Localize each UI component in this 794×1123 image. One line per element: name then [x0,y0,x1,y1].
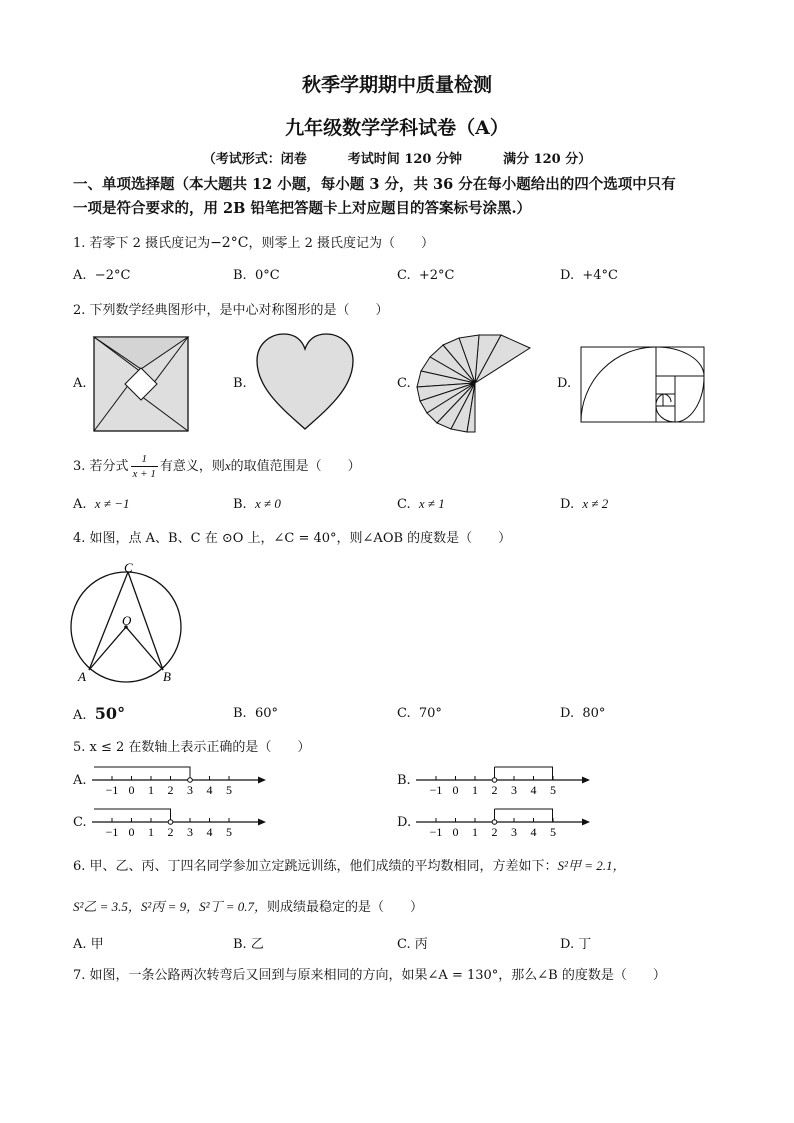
tick-label: 1 [472,783,478,797]
variance-bing: S²丙 = 9， [140,899,200,914]
option-text: 60° [254,706,278,721]
q4-option-d[interactable] [560,706,605,721]
tick-label: 2 [167,825,174,839]
solution-bracket [94,809,171,822]
q1-option-d[interactable] [560,268,618,283]
q6-option-b[interactable] [233,933,264,952]
option-text: 0°C [254,268,280,283]
variance-yi: S²乙 = 3.5， [73,899,141,914]
q2-option-c-label[interactable]: C. [397,376,411,391]
tick-label: 3 [511,783,517,797]
option-letter: D. [560,497,575,512]
tick-label: −1 [105,783,119,797]
tick-label: 2 [491,783,498,797]
q6-stem-part: 6. 甲、乙、丙、丁四名同学参加立定跳远训练，他们成绩的平均数相同，方差如下： [73,859,558,874]
endpoint-dot [168,820,173,825]
q6-option-c[interactable] [397,933,428,952]
circle-angle-figure [70,560,185,685]
tick-label: 4 [206,783,213,797]
section-heading-line1: 一、单项选择题（本大题共 12 小题，每小题 3 分，共 36 分在每小题给出的四个选项中只有 [73,176,676,193]
option-letter: C. [397,497,411,512]
exam-form: （考试形式：闭卷 [202,152,307,167]
option-letter: B. [233,497,247,512]
option-letter: D. [560,268,575,283]
q4-option-b[interactable] [233,706,278,721]
tick-label: 0 [452,825,459,839]
option-text: x ≠ −1 [94,496,130,511]
option-text: +4°C [582,268,618,283]
q3-option-d[interactable] [560,496,608,512]
tick-label: 1 [472,825,478,839]
exam-info [0,148,794,167]
tick-label: 1 [148,825,154,839]
solution-bracket [495,809,553,822]
q4-option-a[interactable] [73,704,125,723]
tick-label: −1 [105,825,119,839]
option-text: −2°C [94,268,131,283]
exam-time: 考试时间 120 分钟 [347,152,462,167]
q3-option-c[interactable] [397,496,445,512]
option-letter: B. [233,706,247,721]
question-6-stem-line1 [73,855,625,874]
q1-option-a[interactable] [73,268,130,283]
exam-score: 满分 120 分） [503,152,592,167]
option-letter: A. [73,497,87,512]
tick-label: 5 [226,783,232,797]
fraction-denominator: x + 1 [132,468,156,480]
variance-ding: S²丁 = 0.7， [199,899,268,914]
golden-spiral-figure [580,346,705,423]
option-text: 80° [582,706,606,721]
option-text: 丙 [414,937,428,952]
tick-label: 5 [550,825,556,839]
point-label-c: C [124,560,133,575]
endpoint-dot [188,778,193,783]
q1-option-c[interactable] [397,268,455,283]
point-label-o: O [122,613,132,628]
option-letter: B. [233,268,247,283]
option-text: x ≠ 2 [582,496,609,511]
number-line-b [414,760,594,798]
option-letter: B. [233,937,247,952]
tick-label: −1 [429,783,443,797]
endpoint-dot [492,778,497,783]
tick-label: 3 [511,825,517,839]
point-label-b: B [163,669,171,684]
question-4-stem: 4. 如图，点 A、B、C 在 ⊙O 上，∠C = 40°，则∠AOB 的度数是（ ） [73,531,512,546]
tick-label: 0 [128,783,135,797]
fraction [131,452,158,481]
option-letter: A. [73,937,87,952]
option-letter: C. [397,706,411,721]
tick-label: 5 [550,783,556,797]
tick-label: 3 [187,783,193,797]
option-letter: C. [397,937,411,952]
option-letter: A. [73,268,87,283]
q6-stem-part: 则成绩最稳定的是（ ） [267,900,424,915]
q1-option-b[interactable] [233,268,280,283]
option-text: x ≠ 1 [418,496,445,511]
question-7-stem: 7. 如图，一条公路两次转弯后又回到与原来相同的方向，如果∠A = 130°，那么∠B 的度数是（ ） [73,968,666,983]
number-line-c [90,802,270,840]
option-text: 70° [418,706,442,721]
tick-label: 3 [187,825,193,839]
tick-label: 4 [206,825,213,839]
option-text: 乙 [250,937,264,952]
q5-option-d-label[interactable]: D. [397,815,412,830]
option-text: 甲 [90,937,104,952]
tick-label: 0 [128,825,135,839]
axis-arrow [582,819,590,826]
number-line-a [90,760,270,798]
tick-label: −1 [429,825,443,839]
variable-x: x [224,458,231,473]
section-heading-line2: 一项是符合要求的，用 2B 铅笔把答题卡上对应题目的答案标号涂黑.） [73,200,531,217]
endpoint-dot [492,820,497,825]
option-letter: A. [73,708,87,723]
q4-option-c[interactable] [397,706,442,721]
q3-stem-part: 3. 若分式 [73,459,129,474]
axis-arrow [258,777,266,784]
axis-arrow [258,819,266,826]
question-3-stem [73,452,361,481]
tick-label: 4 [530,783,537,797]
heart-figure [255,333,355,431]
q3-stem-part: 的取值范围是（ ） [230,459,361,474]
option-text: 丁 [578,937,592,952]
question-5-stem: 5. x ≤ 2 在数轴上表示正确的是（ ） [73,740,311,755]
tick-label: 2 [491,825,498,839]
point-label-a: A [78,669,86,684]
tick-label: 0 [452,783,459,797]
q1-stem-part: 1. 若零下 2 摄氏度记为 [73,236,211,251]
pinwheel-square-figure [93,336,189,432]
q2-option-a-label[interactable]: A. [73,376,87,391]
solution-bracket [94,767,190,780]
question-6-stem-line2 [73,896,423,915]
q3-stem-part: 有意义，则 [159,459,225,474]
option-text: x ≠ 0 [254,496,281,511]
q5-option-c-label[interactable]: C. [73,815,87,830]
q3-option-b[interactable] [233,496,281,512]
q6-option-d[interactable] [560,933,591,952]
solution-bracket [495,767,553,780]
question-1-stem [73,232,434,251]
question-2-stem: 2. 下列数学经典图形中，是中心对称图形的是（ ） [73,303,389,318]
q1-stem-value: −2°C [210,235,249,251]
variance-jia: S²甲 = 2.1， [557,858,626,873]
q5-option-a-label[interactable]: A. [73,773,87,788]
q6-option-a[interactable] [73,933,104,952]
q5-option-b-label[interactable]: B. [397,773,411,788]
option-text: 50° [94,704,126,723]
tick-label: 5 [226,825,232,839]
q3-option-a[interactable] [73,496,129,512]
axis-arrow [582,777,590,784]
q2-option-b-label[interactable]: B. [233,376,247,391]
page-title: 秋季学期期中质量检测 [301,74,492,96]
q1-stem-part: ，则零上 2 摄氏度记为（ ） [248,236,434,251]
option-letter: D. [560,937,575,952]
option-letter: C. [397,268,411,283]
spiral-fan-figure [415,335,535,435]
tick-label: 4 [530,825,537,839]
tick-label: 1 [148,783,154,797]
paper-subtitle: 九年级数学学科试卷（A） [285,117,509,139]
option-letter: D. [560,706,575,721]
fraction-numerator: 1 [131,452,158,467]
q2-option-d-label[interactable]: D. [557,376,572,391]
number-line-d [414,802,594,840]
option-text: +2°C [418,268,455,283]
tick-label: 2 [167,783,174,797]
